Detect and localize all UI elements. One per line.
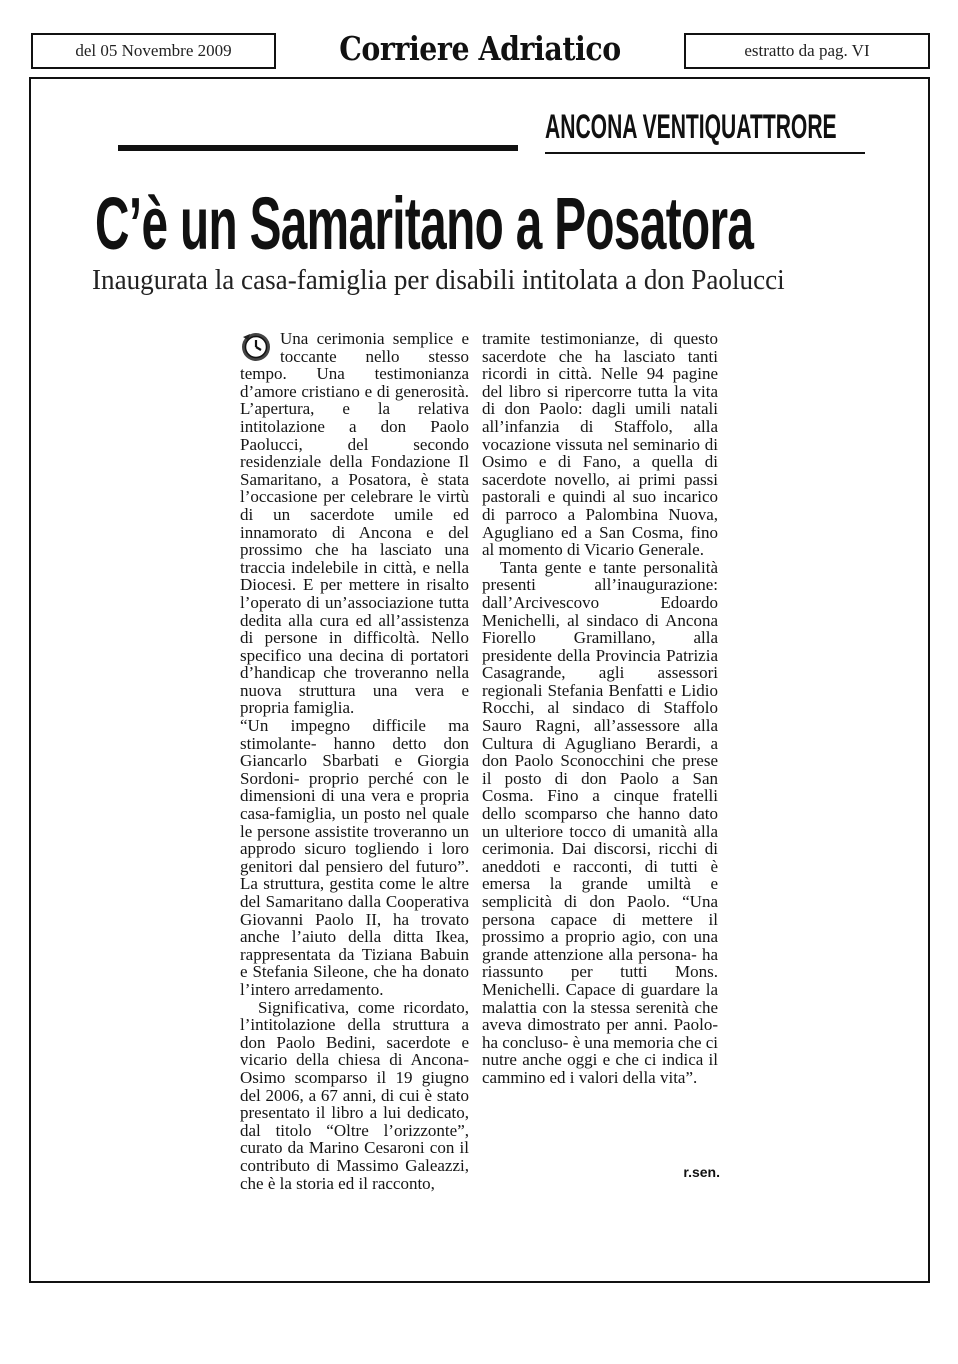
newspaper-masthead: Corriere Adriatico [339, 29, 621, 68]
author-signature: r.sen. [683, 1164, 720, 1180]
clock-icon [240, 331, 272, 363]
section-rule [545, 152, 865, 154]
publication-date: del 05 Novembre 2009 [75, 41, 232, 60]
article-column-left [240, 330, 469, 1192]
article-column-right [482, 330, 718, 1087]
paragraph: Significativa, come ricordato, l’intitolazione della struttura a don Paolo Bedini, sacerdote e vicario della chiesa di Ancona-Osimo scomparso il 19 giugno del 2006, a 67 anni, di cui è stato presentato il libro a lui dedicato, dal titolo “Oltre l’orizzonte”, curato da Marino Cesaroni con il contributo di Massimo Galeazzi, che è la storia ed il racconto, [240, 997, 469, 1193]
article-headline: C’è un Samaritano a Posatora [95, 182, 754, 265]
paragraph: tramite testimonianze, di questo sacerdote che ha lasciato tanti ricordi in città. Nelle 94 pagine del libro si ripercorre tutta la vita di don Paolo: dagli umili natali all’infanzia di Staffolo, alla vocazione vissuta nel seminario di Osimo e di Fano, a quella di sacerdote novello, ai primi passi pastorali e quindi al suo incarico di parroco a Palombina Nuova, Agugliano ed a San Cosma, fino al momento di Vicario Generale. [482, 329, 718, 560]
section-bar [118, 145, 518, 151]
page-reference-box [684, 33, 930, 69]
date-box [31, 33, 276, 69]
page-reference: estratto da pag. VI [744, 41, 870, 60]
section-title: ANCONA VENTIQUATTRORE [545, 108, 837, 146]
paragraph: Tanta gente e tante personalità presenti all’inaugurazione: dall’Arcivescovo Edoardo Menichelli, al sindaco di Ancona Fiorello Gramillano, alla presidente della Provincia Patrizia Casagrande, agli assessori regionali Stefania Benfatti e Lidio Rocchi, al sindaco di Staffolo Sauro Ragni, all’assessore alla Cultura di Agugliano Berardi, a don Paolo Sconocchini che prese il posto di don Paolo a San Cosma. Fino a cinque fratelli dello scomparso che hanno dato un ulteriore tocco di umanità alla cerimonia. Dai discorsi, ricchi di aneddoti e racconti, di tutti è emersa la grande umiltà e semplicità di don Paolo. “Una persona capace di mettere il prossimo a proprio agio, con una grande attenzione alla persona- ha riassunto per tutti Mons. Menichelli. Capace di guardare la malattia con la stessa serenità che aveva dimostrato per anni. Paolo-ha concluso- è una memoria che ci nutre anche oggi e che ci indica il cammino ed i valori della vita”. [482, 557, 719, 1087]
paragraph: “Un impegno difficile ma stimolante- hanno detto don Giancarlo Sbarbati e Giorgia Sordoni- proprio perché con le dimensioni di una vera e propria casa-famiglia, un posto nel quale le persone assistite troveranno un approdo sicuro togliendo i loro genitori dal pensiero del futuro”. La struttura, gestita come le altre del Samaritano dalla Cooperativa Giovanni Paolo II, ha trovato anche l’aiuto della ditta Ikea, rappresentata da Tiziana Babuin e Stefania Sileone, che ha donato l’intero arredamento. [240, 716, 469, 999]
paragraph: Una cerimonia semplice e toccante nello stesso tempo. Una testimonianza d’amore cristiano e di generosità. L’apertura, e la relativa intitolazione a don Paolo Paolucci, del secondo residenziale della Fondazione Il Samaritano, a Posatora, è stata l’occasione per celebrare le virtù di un sacerdote umile ed innamorato di Ancona e del prossimo che ha lasciato una traccia indelebile in città, e nella Diocesi. E per mettere in risalto l’operato di un’associazione tutta dedita alla cura ed all’assistenza di persone in difficoltà. Nello specifico una decina di portatori d’handicap che troveranno nella nuova struttura una vera e propria famiglia. [240, 329, 469, 718]
article-subheadline: Inaugurata la casa-famiglia per disabili intitolata a don Paolucci [92, 264, 785, 296]
